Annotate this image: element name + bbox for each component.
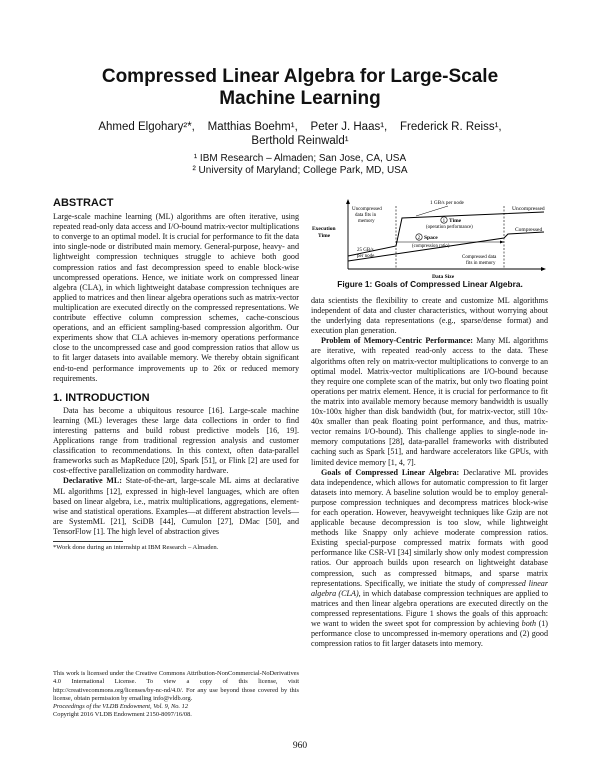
top-label-pointer <box>416 206 448 216</box>
space-goal-sublabel: (compression ratio) <box>412 244 450 249</box>
license-block <box>53 670 299 720</box>
right-paragraph-1: data scientists the flexibility to create and customize ML algorithms independent of data and cluster characteristics, without worrying about the underlying data representations (e.g., sparse/dense format) and execution plan generation. <box>311 296 548 336</box>
y-axis-label-1: Execution <box>312 226 336 232</box>
bandwidth-label-1: 25 GB/s <box>357 248 374 253</box>
left-column <box>53 198 299 552</box>
license-text: This work is licensed under the Creative Commons Attribution-NonCommercial-NoDerivatives 4.0 International License. To view a copy of this license, visit http://creativecommons.org/licenses/by-nc-nd/4.0/. For any use beyond those covered by this license, obtain permission by emailing info@vldb.org. <box>53 670 299 702</box>
uncompressed-series-label: Uncompressed <box>512 206 545 212</box>
space-goal-label: Space <box>424 235 438 241</box>
authors-line-2: Berthold Reinwald¹ <box>251 135 349 147</box>
bandwidth-label-2: per node <box>357 254 375 259</box>
title-line-2: Machine Learning <box>219 88 381 109</box>
affiliations <box>100 153 500 177</box>
uncompressed-memory-label-2: data fits in <box>355 213 377 218</box>
authors <box>40 120 560 148</box>
space-arrow-head <box>500 241 504 244</box>
intro-paragraph-1: Data has become a ubiquitous resource [16]. Large-scale machine learning (ML) leverages these large data collections in order to find interesting patterns and build robust predictive models [16, 19]. Applications range from traditional regression analysis and customer classification to recommendations. In this context, often data-parallel frameworks such as MapReduce [20], Spark [51], or Flink [2] are used for cost-effective parallelization on commodity hardware. <box>53 405 299 476</box>
y-axis-label-2: Time <box>318 233 331 239</box>
paper-title <box>60 66 540 110</box>
cla-term: compressed linear algebra (CLA) <box>311 578 548 598</box>
title-line-1: Compressed Linear Algebra for Large-Scale <box>101 66 499 87</box>
compressed-memory-label-2: fits in memory <box>466 261 496 266</box>
right-paragraph-3-text-c: (1) performance close to uncompressed in-memory operations and (2) good compression ratios to fit larger datasets into memory. <box>311 619 549 649</box>
compressed-memory-label-1: Compressed data <box>462 255 497 260</box>
page-number: 960 <box>292 741 308 751</box>
figure-1 <box>312 194 548 286</box>
introduction-heading: 1. INTRODUCTION <box>53 391 150 404</box>
footnote: *Work done during an internship at IBM Research – Almaden. <box>53 544 219 551</box>
abstract-heading: ABSTRACT <box>53 197 114 209</box>
x-axis-arrow <box>541 267 546 271</box>
right-paragraph-3-text-b: , in which database compression techniques are applied to matrices and then linear algebra operations are executed directly on the compressed representations. Figure 1 shows the goals of this approach: we want to widen the sweet spot for compression by achieving <box>311 588 549 628</box>
cla-goals-heading: Goals of Compressed Linear Algebra: <box>321 467 460 477</box>
top-bandwidth-label: 1 GB/s per node <box>430 200 464 206</box>
marker-1-label: 1 <box>442 219 446 224</box>
intro-run-in-heading: Declarative ML: <box>63 476 122 486</box>
time-goal-label: Time <box>449 218 462 224</box>
y-axis-arrow <box>346 199 350 204</box>
both-emphasis: both <box>521 619 537 628</box>
right-paragraph-3 <box>311 468 548 650</box>
compressed-series-label: Compressed <box>515 227 543 233</box>
time-goal-sublabel: (operation performance) <box>426 225 473 230</box>
right-column <box>311 296 548 649</box>
marker-2-label: 2 <box>417 236 421 241</box>
right-paragraph-2 <box>311 336 548 467</box>
x-axis-label: Data Size <box>432 274 455 280</box>
figure-caption: Figure 1: Goals of Compressed Linear Algebra. <box>337 279 523 289</box>
right-paragraph-3-text-a: Declarative ML provides data independence, which allows for automatic compression to fit larger datasets into memory. A baseline solution would be to employ general-purpose compression techniques and decompress matrices block-wise for each operation. However, heavyweight techniques like Gzip are not applicable because decompression is too slow, while lightweight methods like Snappy only achieve moderate compression ratios. Existing special-purpose compressed matrix formats with good performance like CSR-VI [34] similarly show only modest compression ratios. Our approach builds upon research on lightweight database compression, such as compressed bitmaps, and sparse matrix representations. Specifically, we initiate the study of <box>311 467 548 588</box>
uncompressed-memory-label-1: Uncompressed <box>352 207 382 212</box>
uncompressed-memory-label-3: memory <box>358 219 375 224</box>
affiliation-2: ² University of Maryland; College Park, MD, USA <box>192 165 408 176</box>
memory-centric-heading: Problem of Memory-Centric Performance: <box>321 336 473 346</box>
intro-paragraph-2-text: State-of-the-art, large-scale ML aims at declarative ML algorithms [12], expressed in high-level languages, which are often based on linear algebra, i.e., matrix multiplications, aggregations, element-wise and statistical operations. Examples—at different abstraction levels—are SystemML [21], SciDB [44], Cumulon [27], DMac [50], and TensorFlow [1]. The high level of abstraction gives <box>53 476 299 536</box>
abstract-text: Large-scale machine learning (ML) algorithms are often iterative, using repeated read-only data access and I/O-bound matrix-vector multiplications to converge to an optimal model. It is crucial for performance to fit the data into single-node or distributed main memory. General-purpose, heavy- and lightweight compression techniques struggle to achieve both good compression ratios and fast decompression speed to enable block-wise uncompressed operations. Hence, we initiate work on compressed linear algebra (CLA), in which lightweight database compression techniques are applied to matrices and then linear algebra operations such as matrix-vector multiplication are executed directly on the compressed representations. We contribute effective column compression schemes, cache-conscious operations, and an efficient sampling-based compression algorithm. Our experiments show that CLA achieves in-memory operations performance close to the uncompressed case and good compression ratios that allow us to fit larger datasets into available memory. We thereby obtain significant end-to-end performance improvements up to 26x or reduced memory requirements. <box>53 212 299 383</box>
license-journal: Proceedings of the VLDB Endowment, Vol. 9, No. 12 <box>53 703 189 711</box>
license-copyright: Copyright 2016 VLDB Endowment 2150-8097/16/08. <box>53 711 192 719</box>
footnote-rule <box>53 541 123 542</box>
intro-paragraph-2 <box>53 476 299 537</box>
affiliation-1: ¹ IBM Research – Almaden; San Jose, CA, USA <box>193 153 407 164</box>
right-paragraph-2-text: Many ML algorithms are iterative, with repeated read-only access to the data. These algorithms often rely on matrix-vector multiplications to converge to an optimal model. Matrix-vector multiplications are I/O-bound because they require one complete scan of the matrix, but only two floating point operations per matrix element. Hence, it is crucial for performance to fit the matrix into available memory because memory bandwidth is usually 10x-100x higher than disk bandwidth (but, for matrix-vector, still 10x-40x smaller than peak floating point performance, and thus, matrix-vector remains I/O-bound). This challenge applies to single-node in-memory computations [28], data-parallel frameworks with distributed caching such as Spark [51], and hardware accelerators like GPUs, with limited device memory [1, 4, 7]. <box>311 336 548 467</box>
authors-line-1: Ahmed Elgohary²*, Matthias Boehm¹, Peter J. Haas¹, Frederick R. Reiss¹, <box>98 121 502 133</box>
